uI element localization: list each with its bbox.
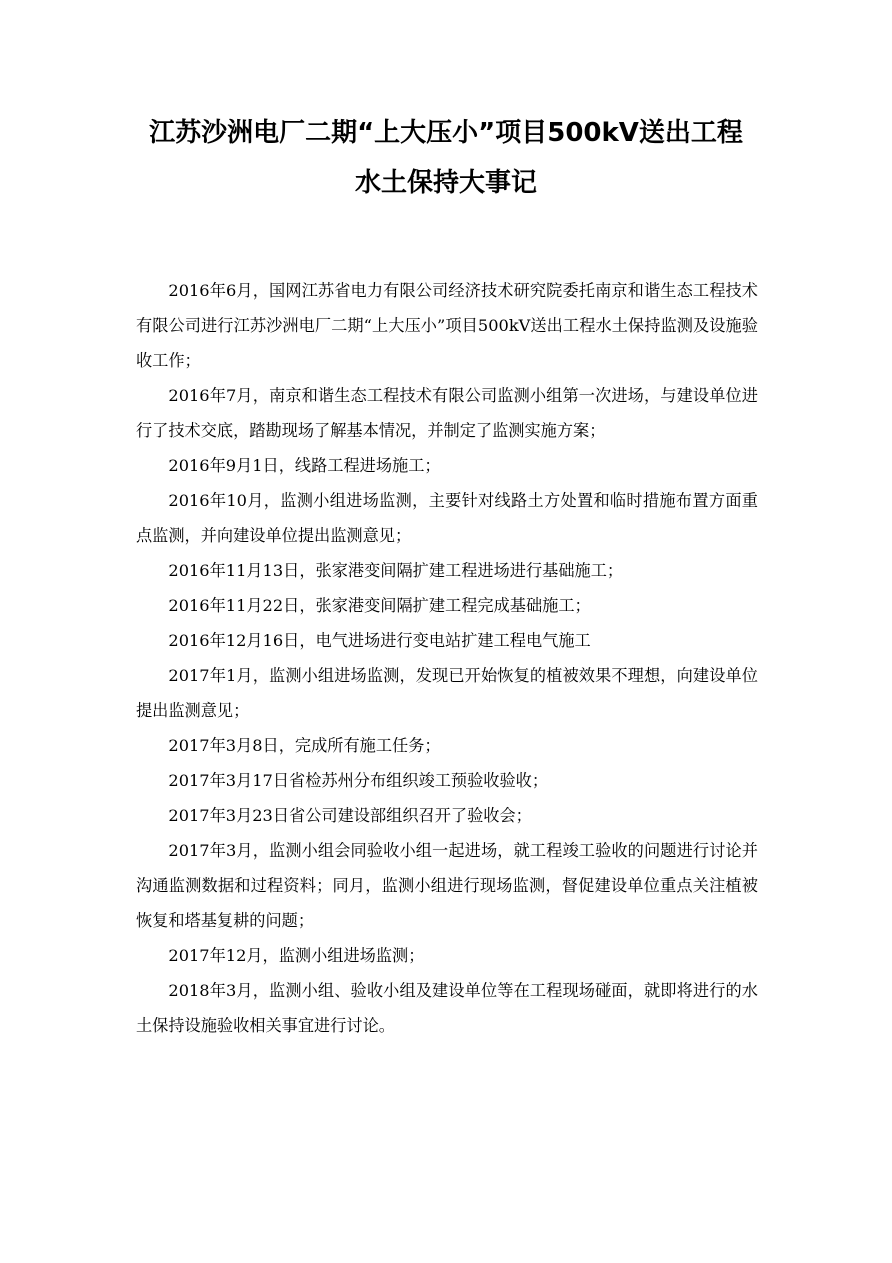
paragraph: 2018年3月，监测小组、验收小组及建设单位等在工程现场碰面，就即将进行的水土保持设施验收相关事宜进行讨论。: [136, 981, 758, 1035]
document-title: [120, 108, 772, 208]
paragraph: 2016年9月1日，线路工程进场施工；: [168, 456, 441, 475]
paragraph: 2017年3月，监测小组会同验收小组一起进场，就工程竣工验收的问题进行讨论并沟通监测数据和过程资料；同月，监测小组进行现场监测，督促建设单位重点关注植被恢复和塔基复耕的问题；: [136, 841, 758, 930]
document-body: [136, 273, 758, 1043]
paragraph: 2017年1月，监测小组进场监测，发现已开始恢复的植被效果不理想，向建设单位提出监测意见；: [136, 666, 758, 720]
paragraph: 2016年11月13日，张家港变间隔扩建工程进场进行基础施工；: [168, 561, 624, 580]
title-line-2: 水土保持大事记: [354, 168, 537, 198]
paragraph: 2016年6月，国网江苏省电力有限公司经济技术研究院委托南京和谐生态工程技术有限公司进行江苏沙洲电厂二期“上大压小”项目500kV送出工程水土保持监测及设施验收工作；: [136, 281, 758, 370]
paragraph: 2017年3月17日省检苏州分布组织竣工预验收验收；: [168, 771, 549, 790]
paragraph: 2017年3月8日，完成所有施工任务；: [168, 736, 441, 755]
paragraph: 2016年10月，监测小组进场监测，主要针对线路土方处置和临时措施布置方面重点监测，并向建设单位提出监测意见；: [136, 491, 758, 545]
paragraph: 2017年3月23日省公司建设部组织召开了验收会；: [168, 806, 532, 825]
paragraph: 2016年12月16日，电气进场进行变电站扩建工程电气施工: [168, 631, 591, 650]
paragraph: 2016年7月，南京和谐生态工程技术有限公司监测小组第一次进场，与建设单位进行了技术交底，踏勘现场了解基本情况，并制定了监测实施方案；: [136, 386, 758, 440]
paragraph: 2016年11月22日，张家港变间隔扩建工程完成基础施工；: [168, 596, 591, 615]
title-line-1: 江苏沙洲电厂二期“上大压小”项目500kV送出工程: [149, 118, 743, 148]
paragraph: 2017年12月，监测小组进场监测；: [168, 946, 425, 965]
